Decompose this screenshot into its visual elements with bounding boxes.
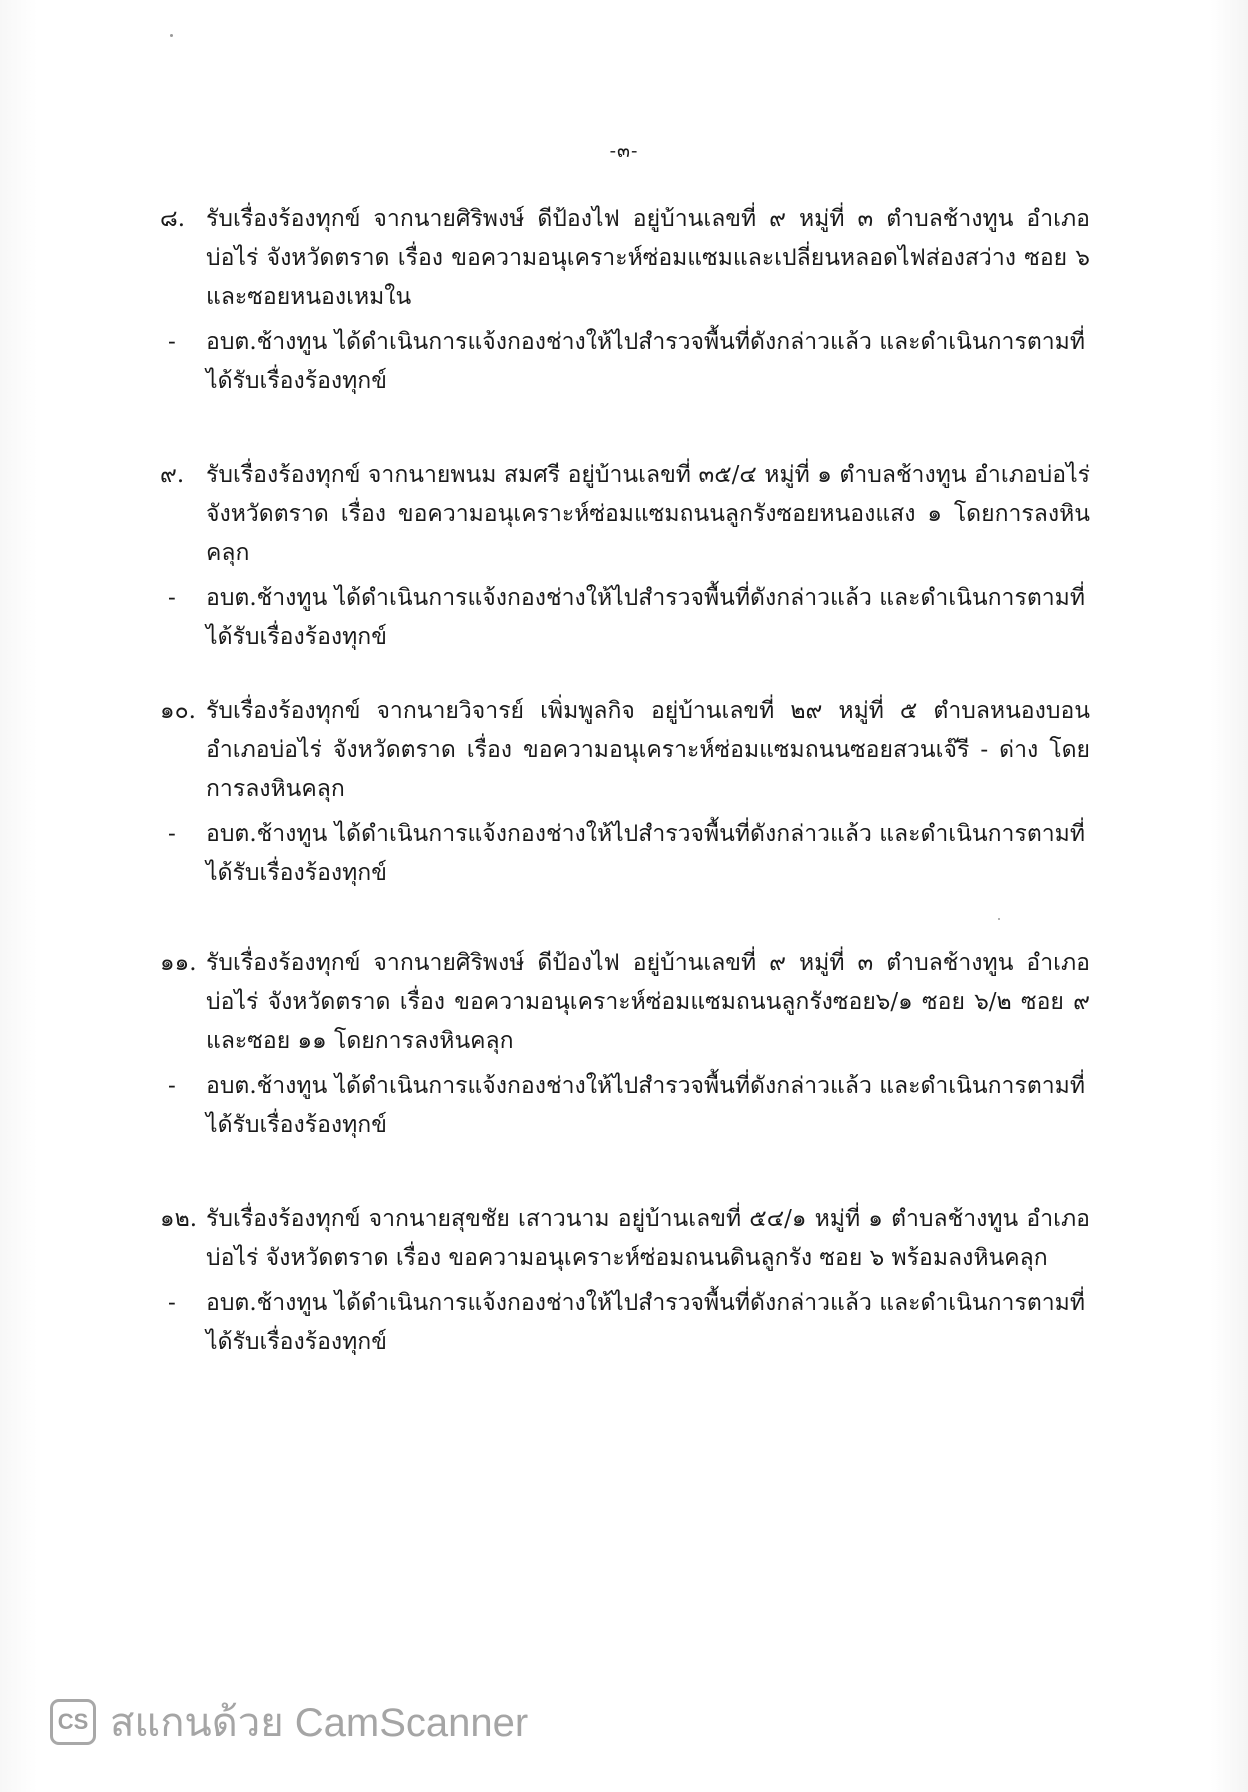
item-action: อบต.ช้างทูน ได้ดำเนินการแจ้งกองช่างให้ไปสำรวจพื้นที่ดังกล่าวแล้ว และดำเนินการตามที่ได้รับเรื่องร้องทุกข์: [206, 585, 1085, 650]
scan-speck: [998, 918, 1000, 920]
item-action: อบต.ช้างทูน ได้ดำเนินการแจ้งกองช่างให้ไปสำรวจพื้นที่ดังกล่าวแล้ว และดำเนินการตามที่ได้รับเรื่องร้องทุกข์: [206, 821, 1085, 886]
item-text: รับเรื่องร้องทุกข์ จากนายศิริพงษ์ ดีป้องไฟ อยู่บ้านเลขที่ ๙ หมู่ที่ ๓ ตำบลช้างทูน อำเภอบ่อไร่ จังหวัดตราด เรื่อง ขอความอนุเคราะห์ซ่อมแซมถนนลูกรังซอย๖/๑ ซอย ๖/๒ ซอย ๙ และซอย ๑๑ โดยการลงหินคลุก: [206, 950, 1090, 1054]
action-dash: -: [168, 821, 176, 847]
scan-speck: [170, 34, 173, 37]
page-number: -๓-: [609, 140, 639, 162]
item-action: อบต.ช้างทูน ได้ดำเนินการแจ้งกองช่างให้ไปสำรวจพื้นที่ดังกล่าวแล้ว และดำเนินการตามที่ได้รับเรื่องร้องทุกข์: [206, 1073, 1085, 1138]
item-text: รับเรื่องร้องทุกข์ จากนายวิจารย์ เพิ่มพูลกิจ อยู่บ้านเลขที่ ๒๙ หมู่ที่ ๕ ตำบลหนองบอน อำเภอบ่อไร่ จังหวัดตราด เรื่อง ขอความอนุเคราะห์ซ่อมแซมถนนซอยสวนเจ๊รี - ด่าง โดยการลงหินคลุก: [206, 698, 1090, 802]
item-action: อบต.ช้างทูน ได้ดำเนินการแจ้งกองช่างให้ไปสำรวจพื้นที่ดังกล่าวแล้ว และดำเนินการตามที่ได้รับเรื่องร้องทุกข์: [206, 1290, 1085, 1355]
complaint-item-12: [160, 1200, 1090, 1362]
action-dash: -: [168, 329, 176, 355]
item-number: ๑๒.: [160, 1206, 198, 1232]
camscanner-watermark: [50, 1690, 528, 1754]
action-dash: -: [168, 1290, 176, 1316]
item-number: ๑๑.: [160, 950, 197, 976]
action-dash: -: [168, 1073, 176, 1099]
action-dash: -: [168, 585, 176, 611]
complaint-item-8: [160, 200, 1090, 401]
item-number: ๙.: [160, 462, 185, 488]
complaint-item-9: [160, 456, 1090, 657]
item-action: อบต.ช้างทูน ได้ดำเนินการแจ้งกองช่างให้ไปสำรวจพื้นที่ดังกล่าวแล้ว และดำเนินการตามที่ได้รับเรื่องร้องทุกข์: [206, 329, 1085, 394]
item-text: รับเรื่องร้องทุกข์ จากนายสุขชัย เสาวนาม อยู่บ้านเลขที่ ๕๔/๑ หมู่ที่ ๑ ตำบลช้างทูน อำเภอบ่อไร่ จังหวัดตราด เรื่อง ขอความอนุเคราะห์ซ่อมถนนดินลูกรัง ซอย ๖ พร้อมลงหินคลุก: [206, 1206, 1090, 1271]
watermark-text: สแกนด้วย CamScanner: [110, 1701, 529, 1745]
item-number: ๘.: [160, 206, 186, 232]
camscanner-logo-icon: CS: [50, 1699, 96, 1745]
complaint-item-10: [160, 692, 1090, 893]
item-text: รับเรื่องร้องทุกข์ จากนายศิริพงษ์ ดีป้องไฟ อยู่บ้านเลขที่ ๙ หมู่ที่ ๓ ตำบลช้างทูน อำเภอบ่อไร่ จังหวัดตราด เรื่อง ขอความอนุเคราะห์ซ่อมแซมและเปลี่ยนหลอดไฟส่องสว่าง ซอย ๖ และซอยหนองเหมใน: [206, 206, 1090, 310]
item-number: ๑๐.: [160, 698, 196, 724]
complaint-item-11: [160, 944, 1090, 1145]
item-text: รับเรื่องร้องทุกข์ จากนายพนม สมศรี อยู่บ้านเลขที่ ๓๕/๔ หมู่ที่ ๑ ตำบลช้างทูน อำเภอบ่อไร่ จังหวัดตราด เรื่อง ขอความอนุเคราะห์ซ่อมแซมถนนลูกรังซอยหนองแสง ๑ โดยการลงหินคลุก: [206, 462, 1090, 566]
